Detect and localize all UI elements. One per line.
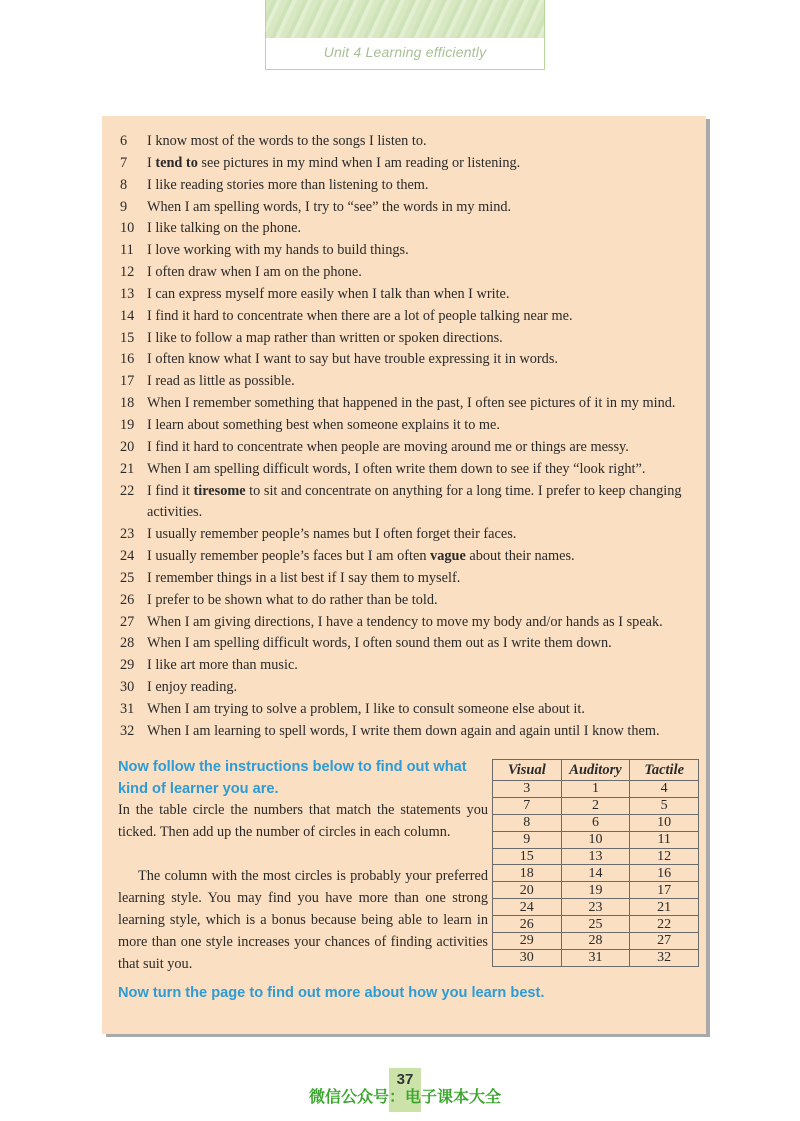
statement-number: 12 [120, 264, 135, 281]
table-cell-auditory: 25 [561, 916, 630, 933]
statement-text [147, 284, 698, 306]
instructions-paragraph-1: In the table circle the numbers that match the statements you ticked. Then add up the number of circles in each column. [118, 802, 488, 840]
instructions-heading: Now follow the instructions below to find out what kind of learner you are. [118, 759, 467, 797]
statement-number: 7 [120, 154, 128, 171]
statement-segment: I love working with my hands to build things. [147, 242, 409, 259]
statement-number: 11 [120, 242, 134, 259]
statement-segment: I often draw when I am on the phone. [147, 264, 362, 281]
statement-text [147, 568, 698, 590]
table-cell-auditory: 1 [561, 781, 630, 798]
statement-number: 16 [120, 351, 135, 368]
table-cell-auditory: 28 [561, 933, 630, 950]
table-cell-tactile: 21 [630, 899, 699, 916]
statement-segment: I read as little as possible. [147, 373, 295, 390]
statement-item [120, 481, 698, 525]
statement-item [120, 612, 698, 634]
learner-style-table [492, 759, 699, 967]
page-number: 37 [389, 1068, 421, 1112]
table-cell-auditory: 2 [561, 797, 630, 814]
statement-number: 6 [120, 133, 128, 149]
statement-segment: about their names. [465, 548, 575, 565]
table-cell-tactile: 17 [630, 882, 699, 899]
table-row [493, 831, 699, 848]
statement-segment: I learn about something best when someone explains it to me. [147, 416, 500, 433]
statement-item [120, 175, 698, 197]
statement-number: 26 [120, 591, 135, 608]
statement-number: 23 [120, 526, 135, 543]
column-header-tactile: Tactile [630, 760, 699, 781]
statement-number: 17 [120, 373, 135, 390]
statement-number: 19 [120, 416, 135, 433]
statement-number: 9 [120, 198, 128, 215]
statement-text [147, 437, 698, 459]
statement-segment: When I am spelling words, I try to “see” the words in my mind. [147, 198, 512, 215]
turn-page-note: Now turn the page to find out more about how you learn best. [118, 985, 545, 1001]
table-cell-auditory: 10 [561, 831, 630, 848]
statement-segment: I like talking on the phone. [147, 220, 302, 237]
statement-text [147, 306, 698, 328]
statement-item [120, 437, 698, 459]
table-cell-auditory: 23 [561, 899, 630, 916]
statement-number: 14 [120, 307, 135, 324]
table-cell-visual: 15 [493, 848, 562, 865]
table-row [493, 797, 699, 814]
table-cell-visual: 20 [493, 882, 562, 899]
table-cell-auditory: 14 [561, 865, 630, 882]
statement-item [120, 328, 698, 350]
statement-text [147, 546, 698, 568]
key-word: vague [430, 548, 466, 565]
unit-header-banner [265, 0, 545, 70]
statement-segment: When I am spelling difficult words, I often write them down to see if they “look right”. [147, 460, 646, 477]
statement-text [147, 153, 698, 175]
statement-item [120, 415, 698, 437]
statement-text [147, 677, 698, 699]
table-cell-tactile: 22 [630, 916, 699, 933]
column-header-visual: Visual [493, 760, 562, 781]
column-header-auditory: Auditory [561, 760, 630, 781]
statement-number: 13 [120, 285, 135, 302]
statement-number: 20 [120, 438, 135, 455]
table-header-row [493, 760, 699, 781]
statement-item [120, 284, 698, 306]
table-row [493, 949, 699, 966]
table-cell-visual: 3 [493, 781, 562, 798]
statement-segment: I enjoy reading. [147, 679, 238, 696]
statement-text [147, 655, 698, 677]
statement-item [120, 546, 698, 568]
statement-text [147, 612, 698, 634]
table-cell-visual: 7 [493, 797, 562, 814]
statement-segment: When I am giving directions, I have a tendency to move my body and/or hands as I speak. [147, 613, 663, 630]
statement-item [120, 590, 698, 612]
statement-item [120, 240, 698, 262]
table-row [493, 882, 699, 899]
statement-number: 28 [120, 635, 135, 652]
table-cell-visual: 9 [493, 831, 562, 848]
statement-text [147, 633, 698, 655]
table-cell-tactile: 27 [630, 933, 699, 950]
statement-item [120, 218, 698, 240]
statement-text [147, 218, 698, 240]
statement-text [147, 590, 698, 612]
statement-number: 32 [120, 722, 135, 739]
table-cell-tactile: 5 [630, 797, 699, 814]
statement-item [120, 153, 698, 175]
statement-text [147, 328, 698, 350]
table-cell-visual: 8 [493, 814, 562, 831]
header-texture [266, 0, 544, 38]
table-cell-tactile: 12 [630, 848, 699, 865]
statement-item [120, 699, 698, 721]
statement-segment: When I am trying to solve a problem, I like to consult someone else about it. [147, 700, 585, 717]
statement-segment: When I am learning to spell words, I write them down again and again until I know them. [147, 722, 660, 739]
key-word: tiresome [193, 482, 246, 499]
key-word: tend to [155, 154, 198, 171]
statement-segment: see pictures in my mind when I am reading or listening. [197, 154, 521, 171]
instructions-paragraph-2: The column with the most circles is probably your preferred learning style. You may find you have more than one strong learning style, which is a bonus because being able to learn in more than one style increases your chances of finding activities that suit you. [118, 868, 488, 972]
table-cell-tactile: 16 [630, 865, 699, 882]
statement-item [120, 393, 698, 415]
statement-segment: I often know what I want to say but have trouble expressing it in words. [147, 351, 558, 368]
statement-text [147, 524, 698, 546]
table-row [493, 933, 699, 950]
table-cell-visual: 18 [493, 865, 562, 882]
statement-segment: I find it [147, 482, 194, 499]
statement-item [120, 262, 698, 284]
statement-text [147, 349, 698, 371]
statement-item [120, 721, 698, 743]
statement-item [120, 568, 698, 590]
statement-item [120, 306, 698, 328]
statement-text [147, 131, 698, 153]
statement-text [147, 262, 698, 284]
statement-number: 31 [120, 700, 135, 717]
statement-text [147, 415, 698, 437]
statement-number: 18 [120, 395, 135, 412]
statement-number: 27 [120, 613, 135, 630]
statement-list [120, 131, 698, 743]
statement-text [147, 459, 698, 481]
statement-item [120, 131, 698, 153]
statement-segment: I find it hard to concentrate when there are a lot of people talking near me. [147, 307, 573, 324]
statement-item [120, 655, 698, 677]
statement-number: 29 [120, 657, 135, 674]
statement-segment: to sit and concentrate on anything for a long time. I prefer to keep changing activities. [147, 482, 682, 521]
statement-segment: I [147, 154, 156, 171]
statement-segment: I like to follow a map rather than written or spoken directions. [147, 329, 503, 346]
statement-number: 25 [120, 569, 135, 586]
table-cell-visual: 30 [493, 949, 562, 966]
statement-segment: I prefer to be shown what to do rather than be told. [147, 591, 438, 608]
table-row [493, 899, 699, 916]
statement-item [120, 677, 698, 699]
statement-number: 30 [120, 679, 135, 696]
statement-segment: I like reading stories more than listening to them. [147, 176, 429, 193]
statement-text [147, 481, 698, 525]
table-cell-auditory: 13 [561, 848, 630, 865]
statement-segment: I usually remember people’s names but I often forget their faces. [147, 526, 517, 543]
statement-segment: I can express myself more easily when I talk than when I write. [147, 285, 510, 302]
statement-number: 15 [120, 329, 135, 346]
statement-segment: I usually remember people’s faces but I am often [147, 548, 431, 565]
table-cell-auditory: 31 [561, 949, 630, 966]
table-row [493, 848, 699, 865]
table-cell-visual: 24 [493, 899, 562, 916]
statement-item [120, 349, 698, 371]
table-cell-tactile: 32 [630, 949, 699, 966]
table-body [493, 781, 699, 967]
statement-segment: I find it hard to concentrate when people are moving around me or things are messy. [147, 438, 629, 455]
table-cell-visual: 26 [493, 916, 562, 933]
statement-item [120, 633, 698, 655]
statement-number: 8 [120, 176, 128, 193]
statement-number: 10 [120, 220, 135, 237]
statement-text [147, 371, 698, 393]
statement-segment: I remember things in a list best if I say them to myself. [147, 569, 461, 586]
statement-text [147, 240, 698, 262]
table-cell-auditory: 19 [561, 882, 630, 899]
table-row [493, 865, 699, 882]
table-row [493, 781, 699, 798]
statement-item [120, 459, 698, 481]
statement-segment: I like art more than music. [147, 657, 298, 674]
statement-segment: I know most of the words to the songs I listen to. [147, 133, 427, 149]
statement-number: 22 [120, 482, 135, 499]
watermark-text: 微信公众号：电子课本大全 [308, 1087, 501, 1106]
statement-item [120, 524, 698, 546]
table-row [493, 916, 699, 933]
statement-text [147, 721, 698, 743]
statement-segment: When I remember something that happened in the past, I often see pictures of it in my mind. [147, 395, 676, 412]
statement-text [147, 175, 698, 197]
statement-item [120, 197, 698, 219]
questionnaire-panel [102, 116, 706, 1034]
statement-number: 21 [120, 460, 135, 477]
table-cell-tactile: 11 [630, 831, 699, 848]
statement-item [120, 371, 698, 393]
statement-text [147, 197, 698, 219]
statement-text [147, 699, 698, 721]
table-cell-auditory: 6 [561, 814, 630, 831]
table-cell-tactile: 10 [630, 814, 699, 831]
statement-text [147, 393, 698, 415]
table-cell-visual: 29 [493, 933, 562, 950]
unit-title: Unit 4 Learning efficiently [323, 44, 487, 60]
statement-number: 24 [120, 548, 135, 565]
table-row [493, 814, 699, 831]
statement-segment: When I am spelling difficult words, I often sound them out as I write them down. [147, 635, 612, 652]
table-cell-tactile: 4 [630, 781, 699, 798]
